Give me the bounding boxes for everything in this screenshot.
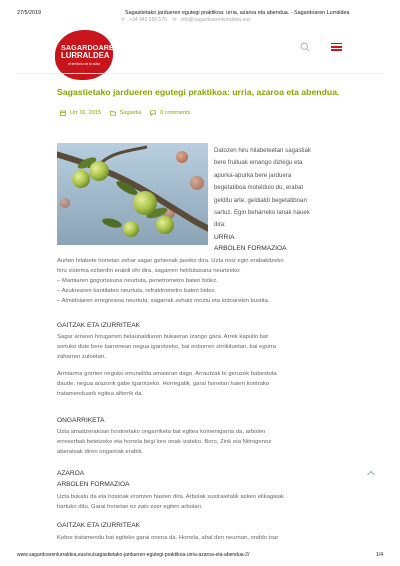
intro-line: gelditu arte, geldialdi begetatiboan <box>214 196 307 204</box>
para-line: daude, negua arazorik gabe igarotzeko. Horregatik, garai honetan haien kontrako <box>57 381 270 388</box>
para-line: zaharren zuloetan. <box>57 354 106 361</box>
gaitzak-paragraph <box>57 332 347 362</box>
post-comments-link[interactable]: 0 comments <box>160 110 191 116</box>
contact-bar <box>121 17 255 23</box>
intro-text <box>214 145 344 232</box>
para-line: hiru sistema ezberdin erabili ohi dira, sagarren heldutasuna neurtzeko: <box>57 268 241 275</box>
logo-tagline: el territorio de la sidra <box>68 62 100 66</box>
para-line: Sagar arraren hirugarren belaunaldiaren bukaeran izango gara. Arrek kapullo bat <box>57 334 268 340</box>
intro-line: sartuz. Egin beharreko lanak hauek <box>214 209 310 217</box>
post-category[interactable] <box>110 110 142 116</box>
post-title: Sagastietako jardueren egutegi praktikoa: urria, azaroa eta abendua. <box>57 87 340 97</box>
post-meta <box>60 110 197 118</box>
phone-icon: ✆ <box>121 17 126 23</box>
intro-line: begetatiboa moteldulo du, erabat <box>214 184 304 192</box>
para-line: Uzta bukatu da eta hostoak erortzen hasten dira. Arbolak sustraietatik azken elikagaiak <box>57 494 284 500</box>
ongarriketa-paragraph <box>57 427 347 457</box>
logo-line-2: LURRALDEA <box>61 51 110 60</box>
intro-line: dira: <box>214 221 226 229</box>
para-line: Armiarma gorrien neguko erruneldia amaieran dago. Arrautzak bi geruzek babestuta <box>57 371 277 377</box>
para-line: tratamenduarik egitea alferrik da. <box>57 391 144 398</box>
section-heading: GAITZAK ETA IZURRITEAK <box>57 522 141 529</box>
email-link[interactable]: info@sagardoarenlurraldea.eus <box>180 17 251 23</box>
header-divider <box>17 73 383 74</box>
print-page-number: 1/4 <box>376 552 383 558</box>
para-line: – Mamiaren gogortasuna neurtuta, penetrometro baten bidez. <box>57 278 218 285</box>
para-line: hartuko ditu. Garai honetan ez zaio ezer egiten arbolari. <box>57 504 203 511</box>
comment-icon <box>150 110 156 116</box>
print-url: www.sagardoarenlurraldea.eus/eu/sagastietako-jardueren-egutegi-praktikoa-urria-azaroa-eta-abendua-2/ <box>17 552 250 558</box>
section-heading: GAITZAK ETA IZURRITEAK <box>57 322 141 329</box>
post-comments[interactable] <box>150 110 190 116</box>
azaroa-paragraph <box>57 492 347 512</box>
print-date: 27/5/2019 <box>17 10 41 16</box>
section-heading: ARBOLEN FORMAZIOA <box>214 245 287 252</box>
para-line: – Almidoiaren erregresioa neurtuta, sagarrak zehatz moztu eta iodoarekin bustita. <box>57 298 270 305</box>
para-line: Uzta amaitzerakoan hostoetako ongarriketa bat egitea komenigarria da, arbolen <box>57 429 266 435</box>
calendar-icon <box>60 110 66 116</box>
gaitzak2-paragraph <box>57 533 347 543</box>
urria-paragraph <box>57 256 347 306</box>
post-date-text: Urr 16, 2015 <box>70 110 102 116</box>
para-line: sortuko dute bere barrenean negua igarotzeko, bai enborren zirrikituetan, bai egurra <box>57 344 277 351</box>
para-line: aberatsak diren ongarriak erabili. <box>57 449 143 456</box>
gaitzak-paragraph-2 <box>57 369 347 399</box>
logo-line-1: SAGARDOAREN <box>61 43 120 52</box>
month-label-azaroa: AZAROA <box>57 470 85 477</box>
section-heading: ONGARRIKETA <box>57 417 105 424</box>
print-footer <box>17 552 383 558</box>
para-line: Kobre tratamendu bat egiteko garai onena da. Horrela, ahal den neurrian, onddo txar <box>57 535 279 541</box>
phone-link[interactable]: +34 943 550 575 <box>129 17 167 23</box>
hamburger-menu-icon[interactable] <box>331 43 342 51</box>
para-line: Aurten hilabete honetan zehar sagar gehienak jasoko dira. Uzta noiz egin erabakitzeko <box>57 258 284 264</box>
para-line: erreserbak betetzeko eta horrela begi lore onak izateko. Boro, Zink eta Nitrogenoz <box>57 439 272 446</box>
para-line: – Azukrearen kantitateo neurtuta, refraktrometro baten bidez. <box>57 288 217 295</box>
folder-icon <box>110 110 116 116</box>
chevron-up-icon[interactable] <box>366 469 376 477</box>
intro-line: Datozen hiru hilabeteetan sagastiak <box>214 147 311 154</box>
search-icon[interactable] <box>300 42 310 52</box>
month-label-urria: URRIA <box>214 234 235 241</box>
print-title: Sagastietako jardueren egutegi praktikoa: urria, azaroa eta abendua. - Sagardoaren Lurraldea <box>125 10 350 16</box>
intro-line: apurka-apurka bere jarduera <box>214 171 292 179</box>
email-icon: ✉ <box>172 17 177 23</box>
apple-tree-image <box>57 143 208 245</box>
post-category-link[interactable]: Sagastia <box>119 110 142 116</box>
post-date <box>60 110 101 116</box>
intro-line: bere fruituak emango dizkigu eta <box>214 159 303 167</box>
section-heading: ARBOLEN FORMAZIOA <box>57 481 130 488</box>
